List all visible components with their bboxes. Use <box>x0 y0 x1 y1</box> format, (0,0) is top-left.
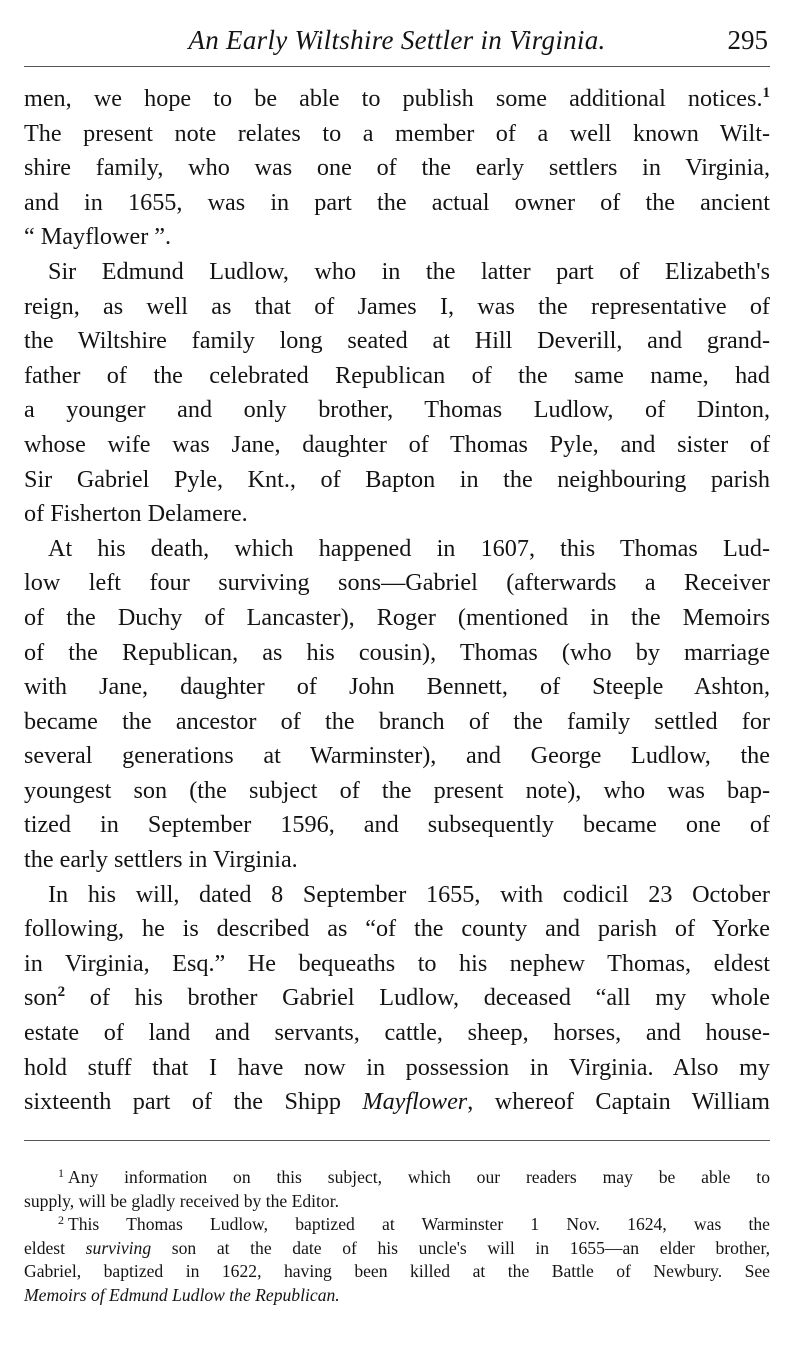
text-line <box>24 981 770 1016</box>
text-line: low left four surviving sons—Gabriel (afterwards a Receiver <box>24 569 770 597</box>
paragraph-3 <box>24 532 770 878</box>
text-span: This Thomas Ludlow, baptized at Warminster 1 Nov. 1624, was the <box>68 1214 770 1235</box>
text-line: the Wiltshire family long seated at Hill Deverill, and grand- <box>24 327 770 355</box>
paragraph-1 <box>24 82 770 255</box>
ship-name-italic: Mayflower <box>362 1088 468 1116</box>
footnote-line <box>24 1237 770 1261</box>
footnote-line <box>24 1166 770 1190</box>
text-line: of the Duchy of Lancaster), Roger (mentioned in the Memoirs <box>24 603 770 631</box>
text-line: At his death, which happened in 1607, this Thomas Lud- <box>48 534 770 562</box>
footnote-line <box>24 1284 770 1308</box>
text-line: in Virginia, Esq.” He bequeaths to his nephew Thomas, eldest <box>24 949 770 977</box>
text-line: “ Mayflower ”. <box>24 223 172 251</box>
text-line: father of the celebrated Republican of the same name, had <box>24 361 770 389</box>
running-title: An Early Wiltshire Settler in Virginia. <box>188 25 606 55</box>
text-line: the early settlers in Virginia. <box>24 846 298 874</box>
footnote-ref-2: 2 <box>57 984 66 1001</box>
text-line: In his will, dated 8 September 1655, with codicil 23 October <box>48 880 770 908</box>
header-rule <box>24 66 770 67</box>
body-text <box>24 82 770 1120</box>
footnote-marker: 2 <box>58 1213 64 1228</box>
text-line: of the Republican, as his cousin), Thomas (who by marriage <box>24 638 770 666</box>
footnote-line: supply, will be gladly received by the Editor. <box>24 1190 339 1211</box>
text-line: became the ancestor of the branch of the family settled for <box>24 707 770 735</box>
footnote-rule <box>24 1140 770 1141</box>
text-line: of Fisherton Delamere. <box>24 500 248 528</box>
text-line: tized in September 1596, and subsequently became one of <box>24 811 770 839</box>
page-number: 295 <box>727 25 768 55</box>
text-span: eldest <box>24 1237 86 1258</box>
text-line: Sir Edmund Ludlow, who in the latter part of Elizabeth's <box>48 257 770 285</box>
text-line: hold stuff that I have now in possession in Virginia. Also my <box>24 1053 770 1081</box>
text-line: with Jane, daughter of John Bennett, of Steeple Ashton, <box>24 673 770 701</box>
text-line <box>24 82 770 117</box>
running-head <box>24 20 770 60</box>
text-span: sixteenth part of the Shipp <box>24 1088 363 1116</box>
text-line: reign, as well as that of James I, was the representative of <box>24 292 770 320</box>
paragraph-4 <box>24 878 770 1120</box>
text-line <box>24 1085 770 1120</box>
italic-span: surviving <box>85 1237 152 1258</box>
text-line: and in 1655, was in part the actual owner of the ancient <box>24 188 770 216</box>
text-span: Any information on this subject, which our readers may be able to <box>68 1167 770 1187</box>
footnote-marker: 1 <box>58 1166 64 1180</box>
text-line: The present note relates to a member of a well known Wilt- <box>24 119 770 147</box>
footnote-ref-1: 1 <box>762 85 770 101</box>
text-span: men, we hope to be able to publish some additional notices. <box>24 85 763 112</box>
footnote-line: Gabriel, baptized in 1622, having been killed at the Battle of Newbury. See <box>24 1261 770 1282</box>
footnotes <box>24 1166 770 1308</box>
text-line: a younger and only brother, Thomas Ludlow, of Dinton, <box>24 396 770 424</box>
text-line: several generations at Warminster), and George Ludlow, the <box>24 742 770 770</box>
text-line: whose wife was Jane, daughter of Thomas Pyle, and sister of <box>24 430 770 458</box>
text-span: of his brother Gabriel Ludlow, deceased “all my whole <box>65 984 770 1012</box>
text-line: youngest son (the subject of the present note), who was bap- <box>24 776 770 804</box>
text-line: following, he is described as “of the county and parish of Yorke <box>24 915 770 943</box>
text-span: , whereof Captain William <box>467 1088 770 1116</box>
text-line: Sir Gabriel Pyle, Knt., of Bapton in the neighbouring parish <box>24 465 770 493</box>
footnote-2 <box>24 1213 770 1307</box>
footnote-line <box>24 1213 770 1237</box>
book-title-italic: Memoirs of Edmund Ludlow the Republican. <box>24 1284 340 1305</box>
text-span: son at the date of his uncle's will in 1655—an elder brother, <box>151 1237 771 1258</box>
text-line: shire family, who was one of the early settlers in Virginia, <box>24 154 770 182</box>
footnote-1 <box>24 1166 770 1213</box>
text-span: son <box>24 984 58 1012</box>
paragraph-2 <box>24 255 770 532</box>
text-line: estate of land and servants, cattle, sheep, horses, and house- <box>24 1019 770 1047</box>
